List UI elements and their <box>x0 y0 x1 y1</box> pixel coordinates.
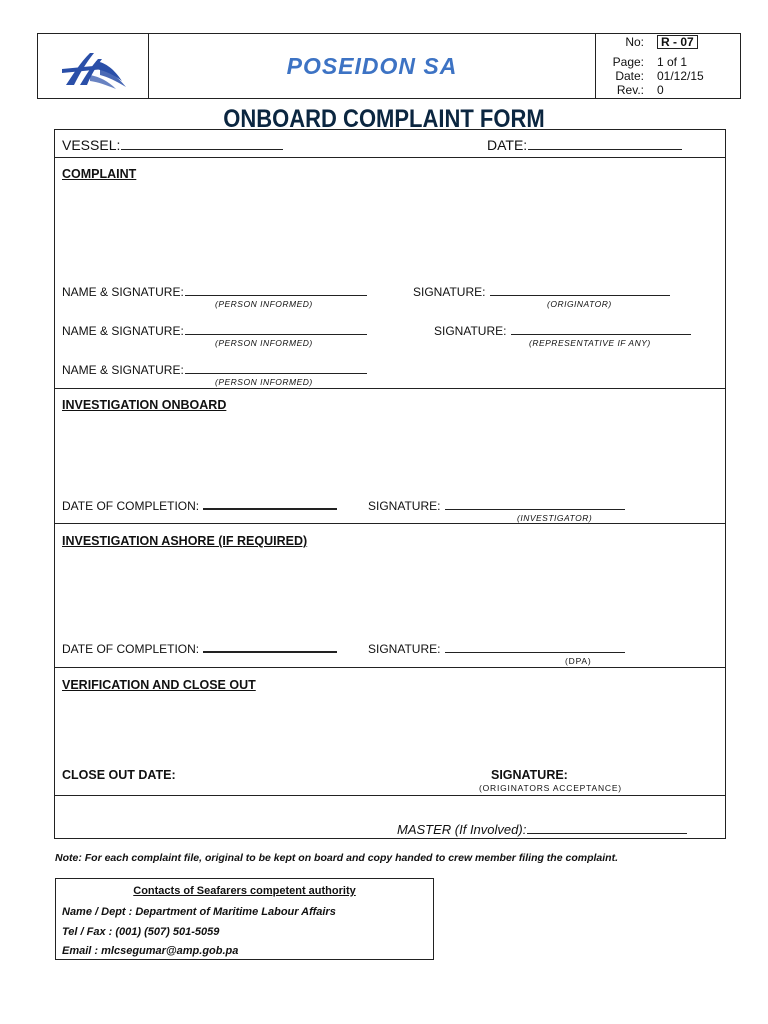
meta-date <box>596 69 740 83</box>
dpa-signature-field[interactable] <box>368 642 625 656</box>
meta-revision <box>596 83 740 97</box>
originators-acceptance-caption: (ORIGINATORS ACCEPTANCE) <box>479 783 622 793</box>
logo-cell <box>38 34 149 98</box>
contacts-title: Contacts of Seafarers competent authority <box>133 885 356 897</box>
contact-email[interactable]: Email : mlcsegumar@amp.gob.pa <box>62 945 239 957</box>
poseidon-logo-icon <box>60 47 130 89</box>
meta-key: Page: <box>612 55 644 69</box>
dpa-caption: (DPA) <box>565 656 592 666</box>
meta-value: 0 <box>657 83 664 97</box>
complaint-form <box>54 129 726 839</box>
investigation-ashore-heading: INVESTIGATION ASHORE (IF REQUIRED) <box>62 534 308 548</box>
verification-section <box>55 668 725 796</box>
vessel-label: VESSEL: <box>62 137 121 153</box>
person-informed-caption: (PERSON INFORMED) <box>215 377 313 387</box>
name-signature-field-3[interactable] <box>62 363 367 377</box>
originator-caption: (ORIGINATOR) <box>547 299 612 309</box>
date-label: DATE: <box>487 137 528 153</box>
investigation-onboard-section <box>55 389 725 524</box>
master-label: MASTER (If Involved): <box>397 822 527 837</box>
person-informed-caption: (PERSON INFORMED) <box>215 299 313 309</box>
originator-signature-field[interactable] <box>413 285 670 299</box>
verification-heading: VERIFICATION AND CLOSE OUT <box>62 678 256 692</box>
name-signature-label: NAME & SIGNATURE: <box>62 285 184 299</box>
verification-signature-label[interactable]: SIGNATURE: <box>491 768 568 782</box>
contact-department: Name / Dept : Department of Maritime Labour Affairs <box>62 906 336 918</box>
meta-key: Date: <box>615 69 644 83</box>
representative-signature-field[interactable] <box>434 324 691 338</box>
meta-key: Rev.: <box>616 83 644 97</box>
meta-key: No: <box>625 35 644 49</box>
document-meta <box>596 34 740 98</box>
representative-caption: (REPRESENTATIVE IF ANY) <box>529 338 651 348</box>
person-informed-caption: (PERSON INFORMED) <box>215 338 313 348</box>
name-signature-label: NAME & SIGNATURE: <box>62 363 184 377</box>
investigator-caption: (INVESTIGATOR) <box>517 513 593 523</box>
form-title: ONBOARD COMPLAINT FORM <box>223 104 545 133</box>
contact-phone: Tel / Fax : (001) (507) 501-5059 <box>62 926 220 938</box>
contacts-box <box>55 878 434 960</box>
meta-value: 1 of 1 <box>657 55 688 69</box>
name-signature-label: NAME & SIGNATURE: <box>62 324 184 338</box>
complaint-heading: COMPLAINT <box>62 167 137 181</box>
ashore-completion-date-field[interactable] <box>62 642 337 656</box>
meta-page <box>596 55 740 69</box>
signature-label: SIGNATURE: <box>368 499 441 513</box>
meta-value: R - 07 <box>657 35 698 49</box>
meta-number <box>596 35 740 49</box>
date-of-completion-label: DATE OF COMPLETION: <box>62 499 200 513</box>
investigation-onboard-heading: INVESTIGATION ONBOARD <box>62 398 227 412</box>
name-signature-field-2[interactable] <box>62 324 367 338</box>
master-field[interactable] <box>397 822 687 837</box>
vessel-date-row <box>55 130 725 158</box>
close-out-date-label[interactable]: CLOSE OUT DATE: <box>62 768 176 782</box>
investigation-ashore-section <box>55 524 725 668</box>
name-signature-field-1[interactable] <box>62 285 367 299</box>
meta-value: 01/12/15 <box>657 69 704 83</box>
investigator-signature-field[interactable] <box>368 499 625 513</box>
complaint-section <box>55 158 725 389</box>
filing-note: Note: For each complaint file, original to be kept on board and copy handed to crew member filing the complaint. <box>55 852 618 864</box>
onboard-completion-date-field[interactable] <box>62 499 337 513</box>
signature-label: SIGNATURE: <box>434 324 507 338</box>
date-of-completion-label: DATE OF COMPLETION: <box>62 642 200 656</box>
vessel-field[interactable] <box>62 137 283 153</box>
document-header <box>37 33 741 99</box>
signature-label: SIGNATURE: <box>413 285 486 299</box>
date-field[interactable] <box>487 137 682 153</box>
master-section <box>55 796 725 838</box>
signature-label: SIGNATURE: <box>368 642 441 656</box>
company-name: POSEIDON SA <box>149 34 596 98</box>
